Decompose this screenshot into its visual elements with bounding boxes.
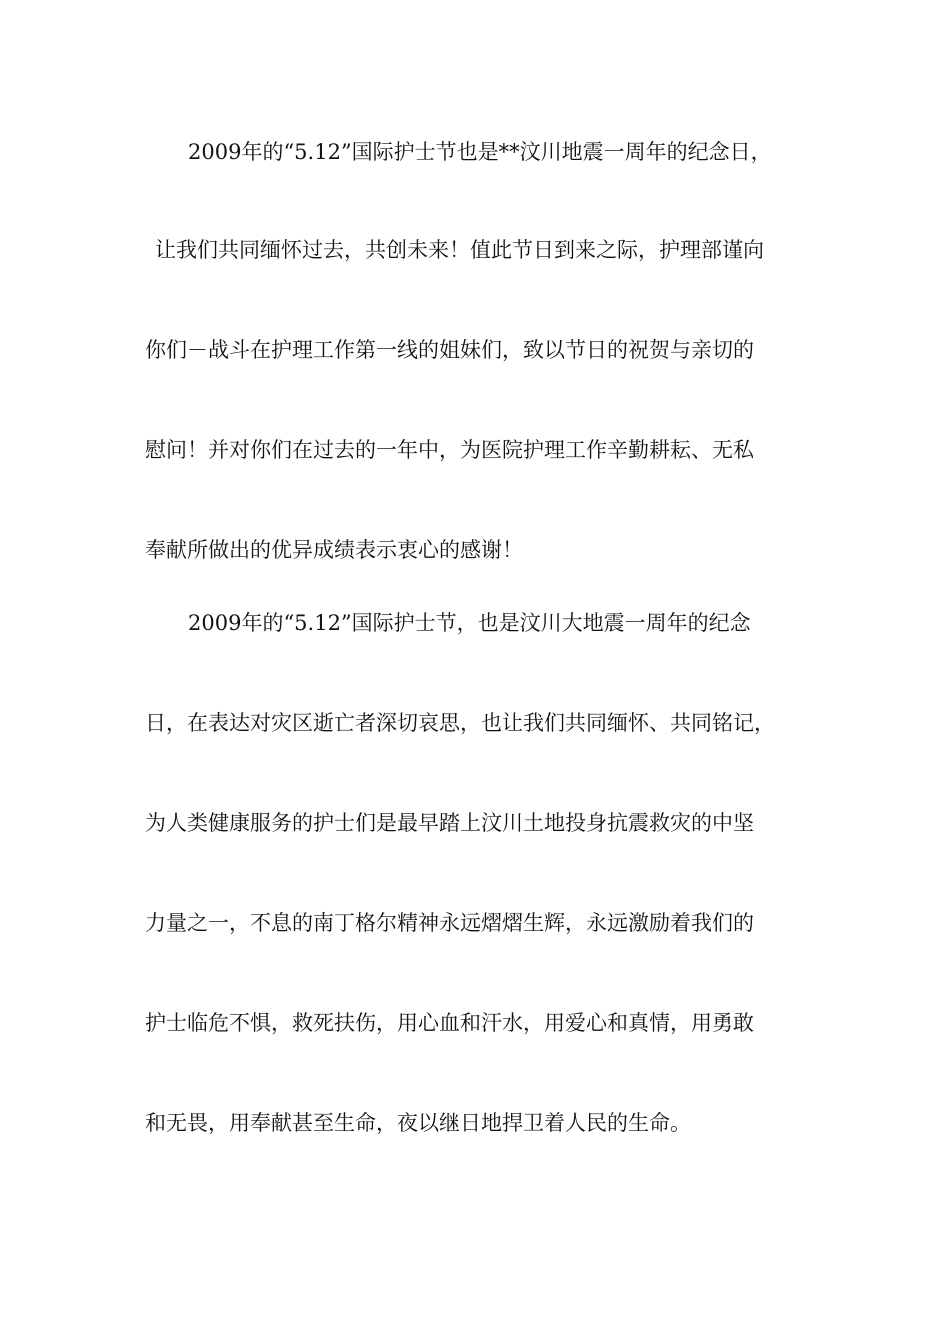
paragraph-2-line-4: 力量之一，不息的南丁格尔精神永远熠熠生辉，永远激励着我们的 [145, 911, 754, 935]
paragraph-2-line-1: 2009年的“5.12”国际护士节，也是汶川大地震一周年的纪念 [188, 611, 751, 635]
paragraph-1-line-4: 慰问！并对你们在过去的一年中，为医院护理工作辛勤耕耘、无私 [145, 438, 754, 462]
paragraph-2-line-5: 护士临危不惧，救死扶伤，用心血和汗水，用爱心和真情，用勇敢 [145, 1011, 754, 1035]
paragraph-1-line-5: 奉献所做出的优异成绩表示衷心的感谢！ [145, 538, 523, 562]
paragraph-1-line-3: 你们－战斗在护理工作第一线的姐妹们，致以节日的祝贺与亲切的 [145, 338, 754, 362]
paragraph-1-line-2: 让我们共同缅怀过去，共创未来！值此节日到来之际，护理部谨向 [155, 238, 764, 262]
paragraph-2-line-2: 日，在表达对灾区逝亡者深切哀思，也让我们共同缅怀、共同铭记， [145, 711, 775, 735]
paragraph-2-line-3: 为人类健康服务的护士们是最早踏上汶川土地投身抗震救灾的中坚 [145, 811, 754, 835]
paragraph-1-line-1: 2009年的“5.12”国际护士节也是**汶川地震一周年的纪念日， [188, 140, 772, 164]
paragraph-2-line-6: 和无畏，用奉献甚至生命，夜以继日地捍卫着人民的生命。 [145, 1111, 691, 1135]
